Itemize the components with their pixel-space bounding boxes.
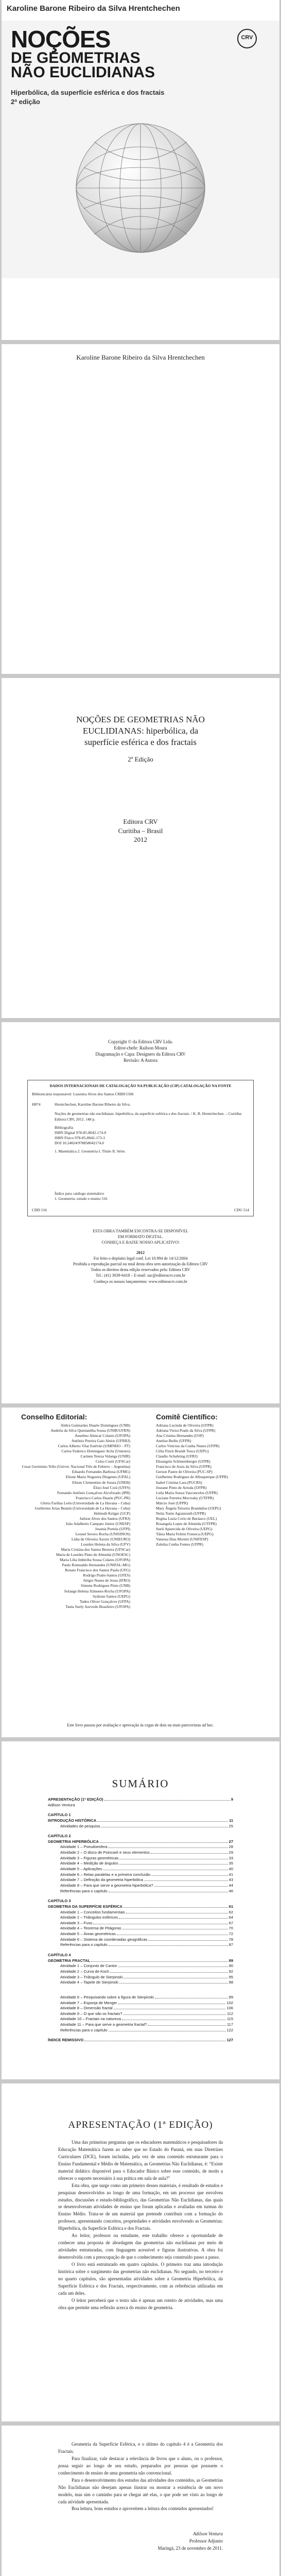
summary-entry[interactable] — [48, 2006, 233, 2011]
summary-leader-dots — [101, 1824, 228, 1827]
credit-editor: Editor-chefe: Railson Moura — [114, 1045, 167, 1051]
summary-entry[interactable] — [48, 2001, 233, 2006]
editorial-member: Fernando Antônio Gonçalves Alcoforado (IPB) — [57, 1490, 130, 1495]
presentation-title: APRESENTAÇÃO (1ª EDIÇÃO) — [68, 2120, 213, 2130]
summary-entry-page: 25 — [229, 1823, 233, 1828]
summary-entry-label: Atividade 3 – Triângulo de Sierpinski — [60, 1974, 123, 1979]
summary-entry-label: Atividade 4 – Medição de ângulos — [60, 1861, 118, 1866]
signature-role: Professor Adjunto — [189, 2538, 223, 2544]
editorial-member: Elione Maria Nogueira Diogenes (UFAL) — [65, 1475, 130, 1480]
summary-entry-page: 61 — [229, 1904, 233, 1909]
paragraph: Geometria da Superfície Esférica, e o último do capítulo 4 é a Geometria dos Fractais. — [58, 2442, 223, 2454]
summary-entry-label: GEOMETRIA FRACTAL — [48, 1958, 91, 1963]
summary-entry[interactable] — [48, 1980, 233, 1986]
scientific-member: Regina Luzia Corio de Buriasco (UEL) — [156, 1516, 217, 1521]
catalog-description: Noções de geometrias não euclidianas: hiperbólica, da superfície esférica e dos fractais. / K. B. Hrentchechen. – Curitiba: Editora CRV, 2012. 148 p. — [55, 1111, 242, 1122]
editorial-member: Leonel Severo Rocha (UNISINOS) — [75, 1531, 130, 1536]
copyright-page — [2, 1022, 279, 1403]
summary-entry[interactable] — [48, 1904, 233, 1910]
summary-entry-label: Atividade 1 – Conceitos fundamentais — [60, 1909, 125, 1914]
catalog-index-entry: 1. Geometria: estudo e ensino 516 — [55, 1196, 108, 1201]
summary-entry[interactable] — [48, 1867, 233, 1872]
summary-leader-dots — [117, 1931, 228, 1935]
summary-entry[interactable] — [48, 2038, 233, 2043]
catalog-cdu: CDU 514 — [234, 1207, 249, 1212]
website-link[interactable]: Conheça os nossos lançamentos: www.editoracrv.com.br — [94, 1279, 187, 1284]
summary-entry[interactable] — [48, 1899, 233, 1904]
summary-leader-dots — [124, 1904, 228, 1908]
summary-entry-label: Atividade 7 – Esponja de Menger — [60, 2000, 117, 2005]
summary-entry-label: GEOMETRIA DA SUPERFÍCIE ESFÉRICA — [48, 1904, 122, 1909]
summary-entry-label: GEOMETRIA HIPERBÓLICA — [48, 1839, 99, 1844]
summary-leader-dots — [91, 1958, 228, 1962]
cover-edition: 2ª edição — [11, 98, 40, 106]
summary-entry[interactable] — [48, 1818, 233, 1824]
summary-entry[interactable] — [48, 1910, 233, 1916]
editorial-member: Guillermo Arias Beatón (Universidade de La Havana – Cuba) — [34, 1505, 130, 1511]
summary-leader-dots — [109, 1844, 228, 1848]
editorial-member: Tadeu Oliver Gonçalves (UFPA) — [79, 1599, 130, 1604]
summary-leader-dots — [119, 1980, 228, 1984]
summary-entry-label: INTRODUÇÃO HISTÓRICA — [48, 1818, 97, 1823]
paragraph: Esta obra, que surge como um primeiro desses materiais, é resultado de estudos e pesquisas desenvolvidos ao longo de uma formação, em um processo que envolveu estudos, discussões e estudo-bibliográfico, das Geometrias Não Euclidianas, das quais se desenvolveram atividades de ensino que foram aplicadas e avaliadas em turmas do Ensino Médio. Trata-se de um material que pretende contribuir com a formação do professor, apresentando conceitos, propriedades e atividades envolvendo as Geometrias: Hiperbólica, da Superfície Esférica e dos Fractais. — [58, 2182, 223, 2231]
summary-gap — [48, 1990, 233, 1995]
scientific-member: Adriana Lucinda de Oliveira (UFPR) — [156, 1423, 214, 1428]
summary-entry[interactable] — [48, 1958, 233, 1964]
cover-page — [2, 0, 279, 340]
summary-leader-dots — [151, 1872, 228, 1876]
editorial-member: Maria de Lourdes Pinto de Almeida (UNOESC) — [56, 1552, 130, 1557]
title-page-edition: 2ª Edição — [128, 755, 153, 763]
digital-notice-2: EM FORMATO DIGITAL. — [118, 1234, 163, 1240]
summary-entry[interactable] — [48, 1926, 233, 1931]
summary-entry-page: 64 — [229, 1915, 233, 1920]
summary-entry-label: Atividade 1 – Pseudoesfera — [60, 1844, 108, 1850]
scientific-member: Zuleika Cunha Fontes (UFPR) — [156, 1542, 203, 1547]
credit-design: Diagramação e Capa: Designers da Editora CRV — [95, 1052, 186, 1057]
summary-entry[interactable] — [48, 1883, 233, 1889]
summary-entry[interactable] — [48, 1812, 233, 1818]
summary-entry-label: Atividade 11 – Para que serve a geometria fractal? — [60, 2022, 147, 2027]
summary-leader-dots — [151, 1850, 228, 1854]
paragraph: Boa leitura, bons estudos e aproveitem a leitura dos conteúdos apresentados! — [72, 2506, 214, 2512]
summary-leader-dots — [118, 2001, 226, 2004]
scientific-member: Isabel Cristina Lara (PUCRS) — [156, 1480, 202, 1485]
publisher-logo — [237, 29, 257, 48]
summary-entry-label: Atividade 8 – Para que serve a geometria hiperbólica? — [60, 1883, 153, 1888]
summary-entry-label: Atividade 3 – Fuso — [60, 1920, 93, 1925]
cover-author: Karoline Barone Ribeiro da Silva Hrentchechen — [7, 4, 180, 13]
summary-entry-label: Referências para o capítulo — [60, 1888, 108, 1893]
summary-entry-page: 127 — [226, 2038, 233, 2043]
catalog-doi: DOI 10.24824/978858042174.0 — [55, 1141, 104, 1145]
summary-gap — [48, 1829, 233, 1834]
digital-notice-1: ESTA OBRA TAMBÉM ENCONTRA-SE DISPONÍVEL — [93, 1229, 188, 1233]
scientific-member: Márcio José (UFPR) — [156, 1500, 188, 1505]
rights-block — [2, 1228, 279, 1284]
summary-leader-dots — [109, 1942, 228, 1946]
scientific-member: Gerson Pastre de Oliveira (PUC-SP) — [156, 1469, 213, 1475]
summary-entry-label: CAPÍTULO 3 — [48, 1899, 71, 1904]
summary-leader-dots — [93, 1921, 228, 1924]
summary-entry-label: Adilson Ventura — [48, 1802, 75, 1807]
copyright-year: 2012 — [136, 1250, 145, 1255]
summary-entry-label: Atividade 8 – Dimensão fractal — [60, 2006, 113, 2011]
editorial-member: Anselmo Alencar Colares (UFOPA) — [75, 1433, 130, 1438]
summary-leader-dots — [109, 1889, 228, 1892]
editorial-member: Carmen Tereza Velanga (UNIR) — [80, 1454, 130, 1459]
summary-leader-dots — [122, 2016, 226, 2020]
summary-title: SUMÁRIO — [112, 1777, 169, 1790]
summary-leader-dots — [114, 2006, 226, 2009]
presentation-body — [58, 2139, 223, 2312]
councils-page — [2, 1408, 279, 1737]
summary-entry-label: Atividade 5 – Aplicações — [60, 1867, 102, 1872]
catalog-classification — [32, 1208, 249, 1213]
summary-entry-page: 95 — [229, 1974, 233, 1979]
summary-entry[interactable] — [48, 1824, 233, 1829]
editorial-member: Josania Portela (UFPI) — [95, 1526, 130, 1531]
summary-leader-dots — [119, 1856, 227, 1859]
editorial-member: Helmuth Krüger (UCP) — [94, 1511, 130, 1516]
editorial-member: Elizeu Clementino de Souza (UNEB) — [72, 1480, 130, 1485]
summary-entry[interactable] — [48, 1937, 233, 1943]
editorial-council-heading: Conselho Editorial: — [21, 1413, 87, 1421]
summary-gap — [48, 2033, 233, 2038]
editorial-member: Lídia de Oliveira Xavier (UNIEURO) — [71, 1537, 130, 1542]
summary-entry[interactable] — [48, 1861, 233, 1867]
summary-entry[interactable] — [48, 1877, 233, 1883]
paragraph: O leitor perceberá que o texto não é apenas um roteiro de atividades, mas uma obra que permite uma reflexão acerca do ensino de geometria. — [58, 2297, 223, 2310]
summary-entry-page: 112 — [227, 2011, 233, 2016]
editorial-member: Jailson Alves dos Santos (UFRJ) — [79, 1516, 130, 1521]
summary-gap — [48, 1894, 233, 1899]
paragraph: O livro está estruturado em quatro capítulos. O primeiro traz uma introdução histórica sobre o surgimento das geometrias não euclidianas. No segundo, no terceiro e no quarto capítulos, são apresentadas atividades sobre a Geometria Hiperbólica, da Superfície Esférica e dos Fractais, respectivamente, com as referências utilizadas em cada um deles. — [58, 2261, 223, 2296]
publisher-name: Editora CRV — [123, 818, 158, 825]
scientific-member: Leila Maria Souza Vasconcelos (UFPR) — [156, 1490, 218, 1495]
editorial-member: Tania Suely Azevedo Brasileiro (UFOPA) — [65, 1604, 130, 1609]
summary-entry-page: 33 — [229, 1855, 233, 1860]
summary-entry-page: 90 — [229, 1963, 233, 1969]
summary-entry[interactable] — [48, 1931, 233, 1937]
cover-subtitle: Hiperbólica, da superfície esférica e dos fractais — [11, 89, 165, 96]
summary-entry[interactable] — [48, 1839, 233, 1845]
summary-leader-dots — [118, 1963, 228, 1967]
summary-entry-label: Atividade 4 – Tapete de Sierpinski — [60, 1980, 118, 1985]
paragraph: Para o desenvolvimento dos estudos das atividades dos conteúdos, as Geometrias Não Euclidianas não desejam apenas ilustrar ou mostrar a existência de um novo modelo, mas sim o caminho para se chegar até elas, o que pode ser visto ao longo de cada atividade apresentada. — [58, 2477, 223, 2504]
summary-entry-label: Atividade 6 – Retas paralelas e a primeira conclusão — [60, 1872, 151, 1877]
summary-entry-page: 29 — [229, 1850, 233, 1855]
credits-block — [2, 1039, 279, 1064]
editorial-member: Sérgio Nunes de Jesus (IFRO) — [83, 1578, 130, 1583]
summary-leader-dots — [144, 1877, 228, 1881]
summary-entry[interactable] — [48, 1921, 233, 1926]
summary-entry-page: 9 — [231, 1797, 233, 1802]
summary-entry-page: 89 — [229, 1958, 233, 1963]
credit-copyright: Copyright © da Editora CRV Ltda. — [108, 1039, 173, 1044]
title-page-title — [2, 714, 279, 748]
catalog-bibliography: Bibliografia — [55, 1125, 74, 1130]
summary-entry-page: 43 — [229, 1877, 233, 1883]
paragraph: Para finalizar, vale destacar a relevância de livros que o aluno, ou o professor, possa seguir ao longo de seu estudo, preparados por pessoas que possuem o conhecimento de ensino de uma geometria não convencional. — [58, 2455, 223, 2476]
digital-notice-3: CONHEÇA E BAIXE NOSSO APLICATIVO! — [101, 1240, 180, 1245]
catalog-index-header: Índice para catálogo sistemático — [55, 1191, 104, 1196]
scientific-member: Claudio Schubring (UFRJ) — [156, 1454, 198, 1459]
scientific-committee-heading: Comitê Científico: — [156, 1413, 218, 1421]
scientific-member: Adriana Vieira Prado da Silva (UFPR) — [156, 1428, 216, 1433]
editorial-member: Maria Lília Imbiriba Sousa Colares (UFOPA) — [60, 1557, 130, 1563]
catalog-code: H874 — [32, 1102, 41, 1107]
summary-leader-dots — [155, 1995, 228, 1998]
signature-block — [130, 2531, 223, 2552]
summary-leader-dots — [124, 2011, 226, 2015]
summary-entry-label: CAPÍTULO 1 — [48, 1812, 71, 1818]
summary-entry-label: Atividade 5 – Áreas geométricas — [60, 1931, 116, 1937]
editorial-member: Renato Francisco dos Santos Paula (UFG) — [65, 1568, 130, 1573]
scientific-member: Tânia Maria Feltrin Fonseca (UEPG) — [156, 1531, 214, 1536]
catalog-author-entry: Hrentchechen, Karoline Barone Ribeiro da Silva. — [55, 1102, 131, 1107]
title-page — [2, 678, 279, 1018]
scientific-member: Ana Cristina Hernandes (USP) — [156, 1433, 204, 1438]
summary-page — [2, 1741, 279, 2079]
summary-leader-dots — [97, 1818, 228, 1822]
presentation-continued-body — [58, 2441, 223, 2513]
summary-entry-label: Atividade 7 – Definição da geometria hiperbólica — [60, 1877, 143, 1883]
credit-review: Revisão: A Autora — [124, 1058, 157, 1063]
editorial-member: Élsio José Corá (UFFS) — [93, 1485, 130, 1490]
summary-entry[interactable] — [48, 1975, 233, 1980]
summary-entry[interactable] — [48, 1872, 233, 1878]
summary-entry[interactable] — [48, 1995, 233, 2001]
signature-name: Adilson Ventura — [193, 2531, 223, 2536]
summary-entry-page: 117 — [227, 2022, 233, 2027]
title-line1: NOÇÕES DE GEOMETRIAS NÃO — [76, 715, 205, 724]
cover-title — [11, 28, 196, 80]
cover-title-line3: NÃO EUCLIDIANAS — [11, 64, 155, 81]
editorial-member: Carlos Federico Dominguez Avila (Unieuro) — [61, 1449, 130, 1454]
summary-leader-dots — [126, 1910, 228, 1913]
summary-entry[interactable] — [48, 1797, 233, 1803]
summary-entry-page: 99 — [229, 1994, 233, 1999]
summary-entry-page: 78 — [229, 1937, 233, 1942]
editorial-member: Solange Helena Ximenes-Rocha (UFOPA) — [64, 1588, 130, 1594]
editorial-member: Paulo Romualdo Hernandes (UNIFAL-MG) — [62, 1563, 130, 1568]
catalog-isbn-digital: ISBN Digital 978-85-8042-174-0 — [55, 1130, 107, 1135]
editorial-member: Aldira Guimarães Duarte Domínguez (UNB) — [60, 1423, 130, 1428]
summary-leader-dots — [124, 1975, 227, 1978]
summary-entry[interactable] — [48, 1969, 233, 1975]
summary-entry-label: Atividade 10 – Fractais na natureza — [60, 2016, 121, 2022]
editorial-member: Rodrigo Pratte-Santos (UFES) — [83, 1573, 130, 1578]
editorial-member: Francisco Carlos Duarte (PUC-PR) — [75, 1495, 130, 1500]
summary-entry[interactable] — [48, 1963, 233, 1969]
catalog-subjects: 1. Matemática 2. Geometria I. Título II. Série. — [55, 1149, 126, 1154]
summary-entry-page: 28 — [229, 1844, 233, 1850]
summary-entry[interactable] — [48, 1834, 233, 1839]
presentation-page — [2, 2083, 279, 2421]
summary-entry-label: Atividade 3 – Figuras geométricas — [60, 1855, 119, 1860]
scientific-member: Neila Tonin Agranionih (UFPR) — [156, 1511, 206, 1516]
summary-entry-page: 92 — [229, 1969, 233, 1974]
summary-entry[interactable] — [48, 1915, 233, 1921]
editorial-member: João Adalberto Campato Junior (UNESP) — [65, 1521, 130, 1526]
scientific-member: Célia Finck Brandt Tosca (UEPG) — [156, 1449, 209, 1454]
summary-entry-page: 44 — [229, 1883, 233, 1888]
summary-entry-page: 98 — [229, 1980, 233, 1985]
editorial-member: Eduardo Fernandes Barbosa (UFMG) — [72, 1469, 130, 1475]
summary-entry-page: 72 — [229, 1931, 233, 1937]
summary-entry-label: Atividade 2 – Curva de Koch — [60, 1969, 110, 1974]
summary-entry-page: 40 — [229, 1867, 233, 1872]
summary-gap — [48, 1808, 233, 1812]
summary-leader-dots — [104, 1797, 230, 1801]
summary-entry-page: 35 — [229, 1861, 233, 1866]
signature-place-date: Maringá, 23 de novembro de 2011. — [157, 2545, 223, 2551]
summary-entry-label: Referências para o capítulo — [60, 1942, 108, 1947]
cover-title-line1: NOÇÕES — [11, 26, 111, 53]
editorial-member: Cesar Gerónimo Tello (Univer. Nacional Três de Febrero – Argentina) — [22, 1464, 130, 1469]
scientific-member: Anelise Bedin (UFPR) — [156, 1438, 191, 1444]
summary-entry-label: Atividade 4 – Teorema de Pitágoras — [60, 1926, 121, 1931]
publisher-city: Curitiba – Brasil — [118, 826, 163, 835]
scientific-committee-list — [156, 1423, 279, 1547]
summary-entry-label: CAPÍTULO 2 — [48, 1834, 71, 1839]
summary-leader-dots — [84, 2038, 225, 2041]
scientific-member: Rosangela Lopes de Almeida (UTFPR) — [156, 1521, 217, 1526]
scientific-member: Joseane Pinto de Arruda (UFPR) — [156, 1485, 207, 1490]
editorial-member: Simone Rodrigues Pinto (UNB) — [80, 1583, 130, 1588]
summary-entry[interactable] — [48, 1803, 233, 1808]
summary-entry-label: Atividade 6 – Pesquisando sobre a figura de Sierpinski — [60, 1994, 154, 1999]
contact-info: Tel.: (41) 3039-6418 – E-mail: sac@editoracrv.com.br — [95, 1273, 186, 1278]
summary-leader-dots — [119, 1861, 228, 1865]
title-page-imprint — [2, 817, 279, 844]
summary-entry-page: 70 — [229, 1926, 233, 1931]
summary-entry-label: Atividade 1 – Conjunto de Cantor — [60, 1963, 117, 1969]
summary-leader-dots — [154, 1883, 228, 1887]
editorial-member: Antônio Pereira Gaio Júnior (UFRRJ) — [71, 1438, 130, 1444]
editorial-member: Andréia da Silva Quintanilha Sousa (UNIR/UFRN) — [50, 1428, 130, 1433]
summary-leader-dots — [122, 1926, 228, 1929]
scientific-member: Carlos Vinícius da Cunha Nunes (UFPR) — [156, 1444, 220, 1449]
scientific-member: Luciane Ferreira Mocrosky (UTFPR) — [156, 1495, 214, 1500]
summary-entry-label: Atividades de pesquisa — [60, 1823, 100, 1828]
paragraph: Uma das primeiras perguntas que os educadores matemáticos e pesquisadores da Educação Matemática fazem ao saber que no Estado do Paraná, em suas Diretrizes Curriculares (DCE), foram incluídas, pela vez de uma conteúdo estruturante para o Ensino Fundamental e Médio de Matemática, as Geometrias Não Euclidianas, é: “Existe material didático disponível para o Educador Básico sobre esse conteúdo, de modo a oferecer o suporte necessário à sua prática em sala de aula?” — [58, 2140, 223, 2181]
editorial-member: Carlos Alberto Vilar Estêvão (UMINHO – PT) — [58, 1444, 130, 1449]
summary-leader-dots — [119, 1915, 228, 1919]
cover-footer — [2, 289, 279, 340]
half-title-page — [2, 344, 279, 674]
scientific-member: Sueli Aparecida de Oliveira (UEPG) — [156, 1526, 213, 1531]
summary-leader-dots — [148, 1937, 227, 1941]
catalog-card — [27, 1080, 254, 1216]
title-line3: superfície esférica e dos fractais — [84, 737, 197, 748]
peer-review-note: Este livro passou por avaliação e aprovação às cegas de dois ou mais pareceristas ad hoc. — [67, 1723, 214, 1727]
summary-entry-label: Atividade 2 – Triângulos esféricos — [60, 1915, 118, 1920]
logo-text: CRV — [241, 35, 253, 41]
legal-deposit: Foi feito o depósito legal conf. Lei 10.994 de 14/12/2004 — [93, 1256, 188, 1261]
catalog-index — [55, 1191, 107, 1201]
summary-entry-label: APRESENTAÇÃO (1ª EDIÇÃO) — [48, 1797, 103, 1802]
summary-entry[interactable] — [48, 1850, 233, 1856]
scientific-member: Mary Ângela Teixeira Brandalise (UEPG) — [156, 1505, 221, 1511]
rights-notice: Todos os direitos desta edição reservados pela: Editora CRV — [91, 1267, 190, 1273]
cover-title-line2: DE GEOMETRIAS — [11, 49, 140, 66]
summary-entry[interactable] — [48, 2022, 233, 2028]
summary-gap — [48, 1986, 233, 1990]
summary-entry-page: 106 — [226, 2006, 233, 2011]
catalog-header: DADOS INTERNACIONAIS DE CATALOGAÇÃO NA PUBLICAÇÃO (CIP) CATALOGAÇÃO NA FONTE — [49, 1083, 232, 1088]
summary-entry[interactable] — [48, 1844, 233, 1850]
summary-entry-page: 46 — [229, 1888, 233, 1893]
summary-entry-page: 11 — [229, 1818, 233, 1823]
summary-entry[interactable] — [48, 2011, 233, 2017]
summary-entry-page: 122 — [226, 2027, 233, 2032]
summary-entry-label: ÍNDICE REMISSIVO — [48, 2038, 84, 2043]
summary-leader-dots — [103, 1867, 227, 1870]
publication-year: 2012 — [134, 836, 147, 844]
scientific-member: Vanessa Dias Moretti (UNIFESP) — [156, 1537, 208, 1542]
scientific-member: Elisangela Schönemberger (UFPR) — [156, 1459, 210, 1464]
summary-leader-dots — [110, 1969, 228, 1973]
summary-entry-page: 102 — [226, 2000, 233, 2005]
editorial-member: Sydione Santos (UEPG) — [93, 1594, 130, 1599]
summary-entry-page: 87 — [229, 1942, 233, 1947]
scientific-member: Guilherme Rodrigues de Albuquerque (UFPR) — [156, 1475, 228, 1480]
summary-leader-dots — [100, 1839, 228, 1843]
editorial-member: Lourdes Helena da Silva (UFV) — [81, 1542, 130, 1547]
summary-entry[interactable] — [48, 2016, 233, 2022]
summary-entry-label: Referências para o capítulo — [60, 2027, 108, 2032]
editorial-member: Maria Cristina dos Santos Bezerra (UFSCar) — [61, 1547, 130, 1552]
summary-entry-page: 62 — [229, 1909, 233, 1914]
summary-entry-page: 115 — [227, 2016, 233, 2022]
hyperbolic-globe-illustration — [74, 111, 207, 265]
summary-entry[interactable] — [48, 1856, 233, 1861]
summary-entry-label: Atividade 6 – Sistema de coordenadas geográficas — [60, 1937, 148, 1942]
summary-entry[interactable] — [48, 2028, 233, 2033]
editorial-member: Gloria Fariñas León (Universidade de La Havana – Cuba) — [40, 1500, 130, 1505]
summary-entry-page: 41 — [229, 1872, 233, 1877]
title-line2: EUCLIDIANAS: hiperbólica, da — [82, 726, 199, 736]
summary-leader-dots — [148, 2022, 226, 2026]
summary-entry[interactable] — [48, 1942, 233, 1948]
reproduction-notice: Proibida a reprodução parcial ou total desta obra sem autorização da Editora CRV — [73, 1261, 208, 1266]
editorial-council-list — [12, 1423, 130, 1609]
paragraph: Ao leitor, professor ou estudante, este trabalho oferece a oportunidade de conhecer uma proposta de abordagem das geometrias não euclidianas por meio de atividades estruturadas, com linguagem acessível e figuras ilustrativas. A obra foi desenvolvida com a preocupação de que o conhecimento seja construído passo a passo. — [58, 2233, 223, 2260]
summary-leader-dots — [109, 2028, 226, 2031]
summary-entry-page: 27 — [229, 1839, 233, 1844]
presentation-continued-page — [2, 2426, 279, 2576]
editorial-member: Celso Conti (UFSCar) — [95, 1459, 130, 1464]
catalog-cdd: CDD 516 — [32, 1207, 47, 1212]
summary-entry[interactable] — [48, 1953, 233, 1958]
catalog-librarian: Bibliotecária responsável: Luzenira Alves dos Santos CRB9/1506 — [32, 1092, 134, 1097]
summary-entry-label: Atividade 2 – O disco de Poincaré e seus elementos — [60, 1850, 150, 1855]
scientific-member: Francisco de Assis da Silva (UFPR) — [156, 1464, 212, 1469]
summary-gap — [48, 1948, 233, 1953]
catalog-isbn-physical: ISBN Físico 978-85-8042-173-3 — [55, 1135, 105, 1140]
summary-entry-page: 67 — [229, 1920, 233, 1925]
summary-list — [48, 1797, 233, 2043]
summary-entry[interactable] — [48, 1889, 233, 1894]
summary-entry-label: Atividade 9 – O que são os fractais? — [60, 2011, 122, 2016]
summary-entry-label: CAPÍTULO 4 — [48, 1953, 71, 1958]
half-title-author: Karoline Barone Ribeiro da Silva Hrentchechen — [76, 353, 205, 361]
